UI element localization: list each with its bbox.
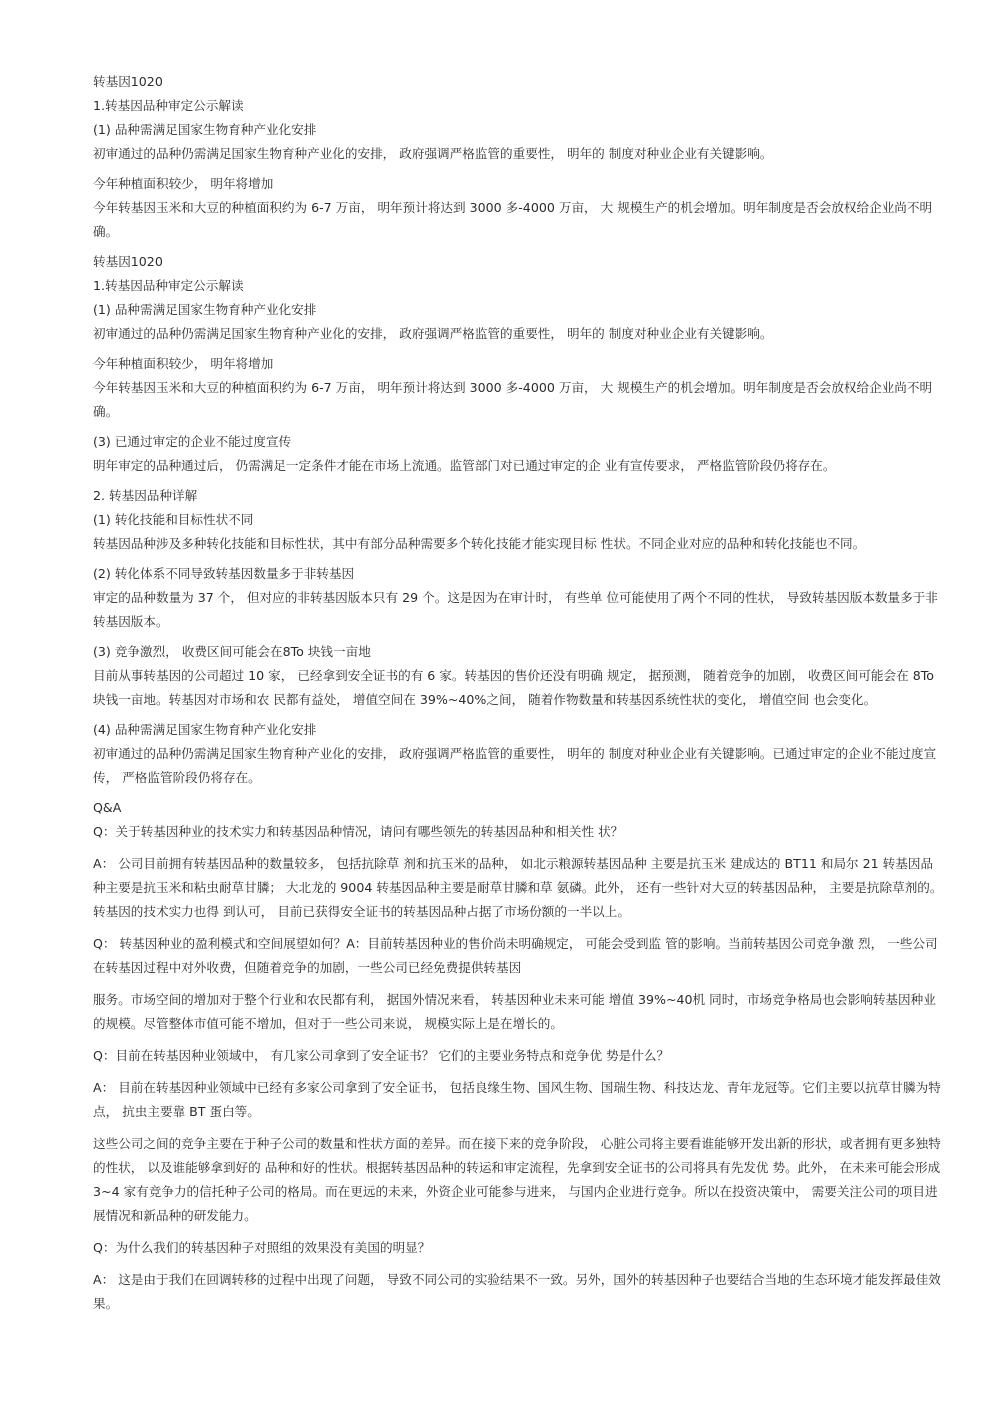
paragraph: Q：关于转基因种业的技术实力和转基因品种情况，请问有哪些领先的转基因品种和相关性 状？ xyxy=(93,824,624,839)
paragraph: 今年种植面积较少， 明年将增加 xyxy=(93,176,274,191)
paragraph: 1.转基因品种审定公示解读 xyxy=(93,278,244,293)
paragraph: Q：为什么我们的转基因种子对照组的效果没有美国的明显？ xyxy=(93,1240,431,1255)
paragraph: (4) 品种需满足国家生物育种产业化安排 xyxy=(93,722,317,737)
paragraph: 今年转基因玉米和大豆的种植面积约为 6-7 万亩， 明年预计将达到 3000 多-4000 万亩， 大 规模生产的机会增加。明年制度是否会放权给企业尚不明确。 xyxy=(93,380,933,419)
document-body xyxy=(93,70,945,1316)
paragraph: (1) 品种需满足国家生物育种产业化安排 xyxy=(93,122,317,137)
paragraph: 2. 转基因品种详解 xyxy=(93,488,198,503)
paragraph: 服务。市场空间的增加对于整个行业和农民都有利， 据国外情况来看， 转基因种业未来可能 增值 39%~40机 同时，市场竞争格局也会影响转基因种业的规模。尽管整体市值可能不增加，但对于一些公司来说， 规模实际上是在增长的。 xyxy=(93,992,936,1031)
paragraph: A： 目前在转基因种业领域中已经有多家公司拿到了安全证书， 包括良缘生物、国风生物、国瑞生物、科技达龙、青年龙冠等。它们主要以抗草甘膦为特点， 抗虫主要靠 BT 蛋白等。 xyxy=(93,1080,941,1119)
paragraph: (2) 转化体系不同导致转基因数量多于非转基因 xyxy=(93,566,355,581)
paragraph: Q：目前在转基因种业领域中， 有几家公司拿到了安全证书？ 它们的主要业务特点和竞争优 势是什么？ xyxy=(93,1048,670,1063)
paragraph: Q&A xyxy=(93,800,122,815)
paragraph: A： 这是由于我们在回调转移的过程中出现了问题， 导致不同公司的实验结果不一致。另外，国外的转基因种子也要结合当地的生态环境才能发挥最佳效果。 xyxy=(93,1272,941,1311)
paragraph: Q： 转基因种业的盈利模式和空间展望如何？A：目前转基因种业的售价尚未明确规定， 可能会受到监 管的影响。当前转基因公司竞争激 烈， 一些公司在转基因过程中对外收费，但随着竞争的加剧，一些公司已经免费提供转基因 xyxy=(93,936,938,975)
paragraph: 今年转基因玉米和大豆的种植面积约为 6-7 万亩， 明年预计将达到 3000 多-4000 万亩， 大 规模生产的机会增加。明年制度是否会放权给企业尚不明确。 xyxy=(93,200,933,239)
paragraph: A： 公司目前拥有转基因品种的数量较多， 包括抗除草 剂和抗玉米的品种， 如北示粮源转基因品种 主要是抗玉米 建成达的 BT11 和局尔 21 转基因品种主要是抗玉米和粘虫耐草甘膦； 大北龙的 9004 转基因品种主要是耐草甘膦和草 氨磷。此外， 还有一些针对大豆的转基因品种， 主要是抗除草剂的。转基因的技术实力也得 到认可， 目前已获得安全证书的转基因品种占据了市场份额的一半以上。 xyxy=(93,856,943,919)
paragraph: (1) 品种需满足国家生物育种产业化安排 xyxy=(93,302,317,317)
paragraph: 审定的品种数量为 37 个， 但对应的非转基因版本只有 29 个。这是因为在审计时， 有些单 位可能使用了两个不同的性状， 导致转基因版本数量多于非转基因版本。 xyxy=(93,590,938,629)
paragraph: 初审通过的品种仍需满足国家生物育种产业化的安排， 政府强调严格监管的重要性， 明年的 制度对种业企业有关键影响。已通过审定的企业不能过度宣传， 严格监管阶段仍将存在。 xyxy=(93,746,937,785)
paragraph: (1) 转化技能和目标性状不同 xyxy=(93,512,254,527)
paragraph: 转基因品种涉及多种转化技能和目标性状，其中有部分品种需要多个转化技能才能实现目标 性状。不同企业对应的品种和转化技能也不同。 xyxy=(93,536,866,551)
paragraph: 目前从事转基因的公司超过 10 家， 已经拿到安全证书的有 6 家。转基因的售价还没有明确 规定， 据预测， 随着竞争的加剧， 收费区间可能会在 8To 块钱一亩地。转基因对市场和农 民都有益处， 增值空间在 39%~40%之间， 随着作物数量和转基因系统性状的变化， 增值空间 也会变化。 xyxy=(93,668,934,707)
paragraph: 初审通过的品种仍需满足国家生物育种产业化的安排， 政府强调严格监管的重要性， 明年的 制度对种业企业有关键影响。 xyxy=(93,326,773,341)
paragraph: (3) 竞争激烈， 收费区间可能会在8To 块钱一亩地 xyxy=(93,644,371,659)
paragraph: 初审通过的品种仍需满足国家生物育种产业化的安排， 政府强调严格监管的重要性， 明年的 制度对种业企业有关键影响。 xyxy=(93,146,773,161)
paragraph: 这些公司之间的竞争主要在于种子公司的数量和性状方面的差异。而在接下来的竞争阶段， 心脏公司将主要看谁能够开发出新的形状，或者拥有更多独特的性状， 以及谁能够拿到好的 品种和好的性状。根据转基因品种的转运和审定流程，先拿到安全证书的公司将具有先发优 势。此外， 在未来可能会形成 3~4 家有竞争力的信托种子公司的格局。而在更远的未来，外资企业可能参与进来， 与国内企业进行竞争。所以在投资决策中， 需要关注公司的项目进 展情况和新品种的研发能力。 xyxy=(93,1136,941,1223)
paragraph: (3) 已通过审定的企业不能过度宣传 xyxy=(93,434,292,449)
paragraph: 明年审定的品种通过后， 仍需满足一定条件才能在市场上流通。监管部门对已通过审定的企 业有宣传要求， 严格监管阶段仍将存在。 xyxy=(93,458,836,473)
paragraph: 1.转基因品种审定公示解读 xyxy=(93,98,244,113)
paragraph: 转基因1020 xyxy=(93,74,163,89)
paragraph: 今年种植面积较少， 明年将增加 xyxy=(93,356,274,371)
paragraph: 转基因1020 xyxy=(93,254,163,269)
